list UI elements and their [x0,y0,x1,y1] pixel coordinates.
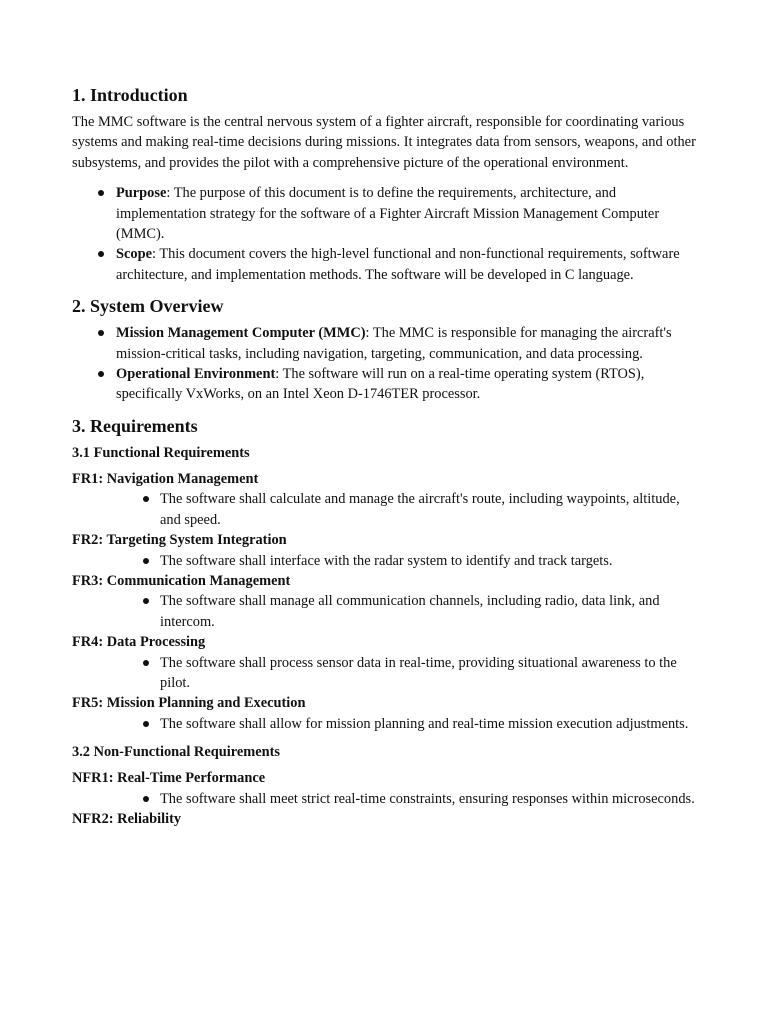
system-overview-section [72,295,696,405]
requirement-nfr1 [72,768,696,809]
requirement-title: Data Processing [106,634,206,651]
purpose-term: Purpose [116,185,167,202]
requirement-label [72,768,696,788]
requirement-separator: : [98,572,107,589]
requirement-title: Communication Management [106,572,291,589]
requirement-label [72,632,696,652]
requirement-label [72,530,696,550]
requirement-title: Targeting System Integration [106,532,287,549]
mmc-term: Mission Management Computer (MMC) [116,325,366,342]
requirement-separator: : [98,634,107,651]
requirement-label [72,469,696,489]
requirement-bullet: The software shall calculate and manage the aircraft's route, including waypoints, altitude, and speed. [72,489,696,530]
requirement-id: NFR1 [72,770,109,787]
requirement-id: NFR2 [72,810,109,827]
purpose-bullet [72,183,696,244]
requirement-id: FR4 [72,634,99,651]
requirement-id: FR1 [72,470,99,487]
requirement-bullet-list [72,789,696,809]
requirement-bullet-list [72,653,696,694]
requirement-label [72,693,696,713]
introduction-bullet-list [72,183,696,285]
introduction-heading: 1. Introduction [72,85,188,105]
requirement-id: FR2 [72,532,99,549]
requirement-bullet-list [72,591,696,632]
purpose-text: : The purpose of this document is to define the requirements, architecture, and implementation strategy for the software of a Fighter Aircraft Mission Management Computer (MMC). [116,185,660,243]
functional-requirements-heading: 3.1 Functional Requirements [72,444,250,461]
requirement-title: Reliability [117,810,182,827]
requirement-bullet: The software shall allow for mission planning and real-time mission execution adjustments. [72,714,696,734]
requirement-nfr2 [72,809,696,829]
requirement-separator: : [98,695,107,712]
system-overview-heading: 2. System Overview [72,296,224,317]
non-functional-requirements-heading: 3.2 Non-Functional Requirements [72,744,281,761]
requirement-fr2 [72,530,696,571]
requirement-bullet-list [72,551,696,571]
requirement-title: Real-Time Performance [117,770,266,787]
requirement-bullet: The software shall interface with the radar system to identify and track targets. [72,551,696,571]
requirement-bullet: The software shall process sensor data in real-time, providing situational awareness to the pilot. [72,653,696,694]
requirements-heading: 3. Requirements [72,415,198,436]
requirement-bullet: The software shall manage all communication channels, including radio, data link, and intercom. [72,591,696,632]
operational-environment-term: Operational Environment [116,366,276,383]
requirement-bullet-list [72,714,696,734]
requirement-label [72,571,696,591]
mmc-bullet [72,323,696,364]
introduction-paragraph: The MMC software is the central nervous system of a fighter aircraft, responsible for coordinating various systems and making real-time decisions during missions. It integrates data from sensors, weapons, and other subsystems, and provides the pilot with a comprehensive picture of the operational environment. [72,114,696,171]
scope-term: Scope [116,246,152,263]
introduction-section [72,84,696,285]
operational-environment-bullet [72,364,696,405]
requirement-fr4 [72,632,696,693]
requirement-separator: : [108,810,118,827]
requirements-section [72,415,696,830]
requirement-bullet-list [72,489,696,530]
requirement-title: Mission Planning and Execution [106,695,306,712]
scope-text: : This document covers the high-level functional and non-functional requirements, software architecture, and implementation methods. The software will be developed in C language. [116,246,680,283]
requirement-label [72,809,696,829]
mmc-text: : The MMC is responsible for managing the aircraft's mission-critical tasks, including navigation, targeting, communication, and data processing. [116,325,672,362]
requirement-bullet: The software shall meet strict real-time constraints, ensuring responses within microseconds. [72,789,696,809]
requirement-separator: : [98,470,107,487]
scope-bullet [72,244,696,285]
operational-environment-text: : The software will run on a real-time operating system (RTOS), specifically VxWorks, on an Intel Xeon D-1746TER processor. [116,366,645,403]
requirement-fr3 [72,571,696,632]
requirement-fr5 [72,693,696,734]
requirement-separator: : [108,770,118,787]
system-overview-bullet-list [72,323,696,405]
requirement-fr1 [72,469,696,530]
requirement-separator: : [98,532,107,549]
requirement-title: Navigation Management [106,470,259,487]
requirement-id: FR5 [72,695,99,712]
requirement-id: FR3 [72,572,99,589]
